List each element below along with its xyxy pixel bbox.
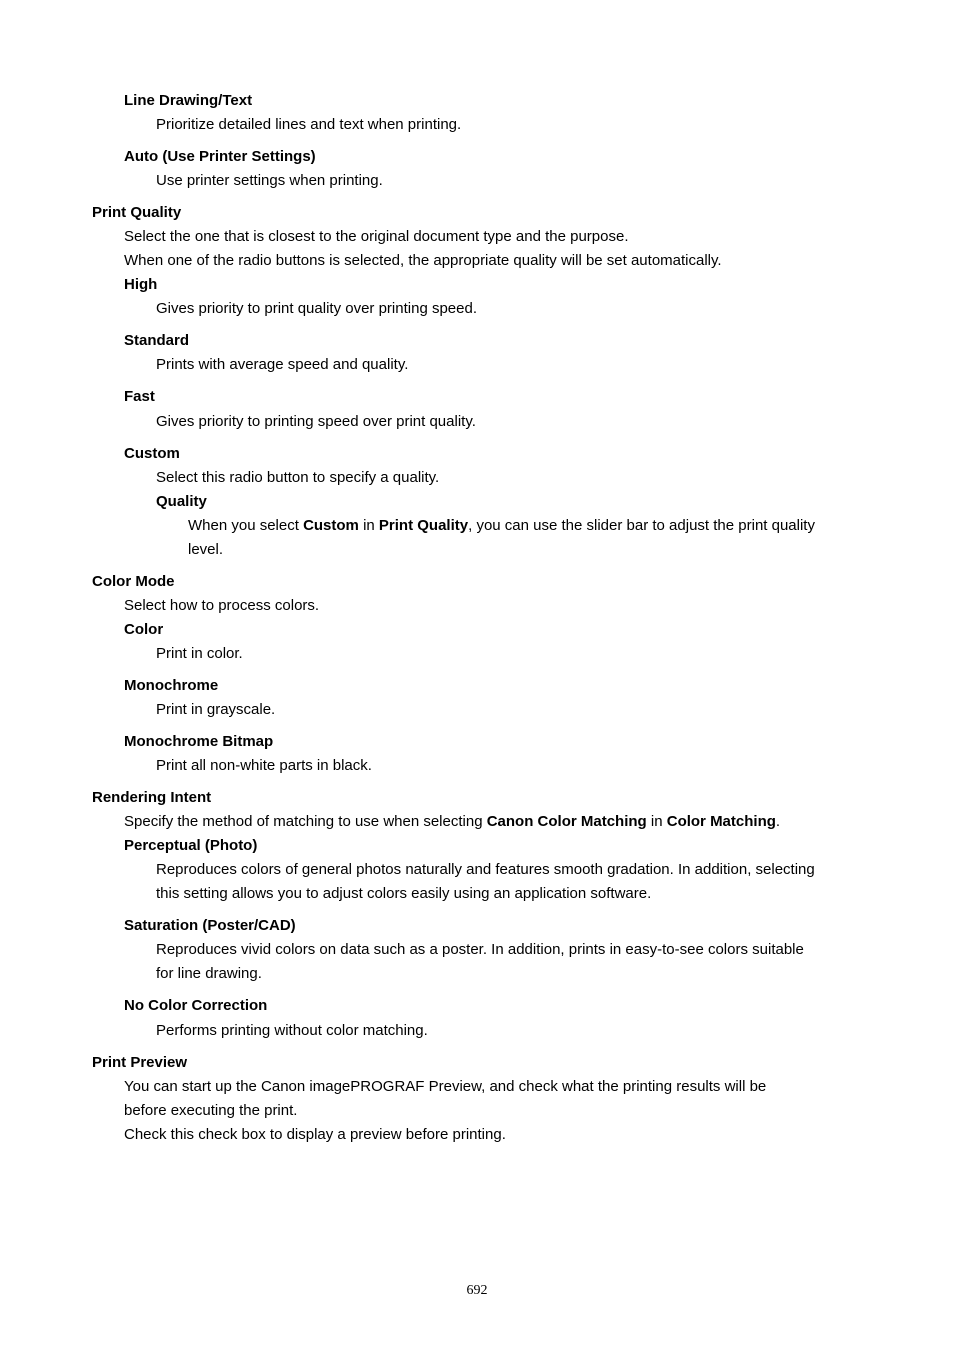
print-preview-desc-line-2: before executing the print. (124, 1102, 298, 1119)
quality-slider-desc-line-2: level. (188, 541, 224, 558)
custom-emphasis: Custom (303, 517, 359, 534)
saturation-desc-line-2: for line drawing. (156, 965, 262, 982)
rendering-intent-desc-mid: in (646, 813, 667, 830)
no-color-correction-term: No Color Correction (124, 997, 268, 1014)
rendering-intent-desc-pre: Specify the method of matching to use when selecting (124, 813, 487, 830)
perceptual-desc-line-2: this setting allows you to adjust colors easily using an application software. (156, 885, 652, 902)
color-matching-emphasis: Color Matching (666, 813, 776, 830)
rendering-intent-desc (124, 813, 780, 831)
canon-color-matching-emphasis: Canon Color Matching (486, 813, 647, 830)
line-drawing-desc: Prioritize detailed lines and text when printing. (156, 116, 462, 133)
quality-high-desc: Gives priority to print quality over printing speed. (156, 300, 477, 317)
quality-high-term: High (124, 276, 158, 293)
quality-standard-desc: Prints with average speed and quality. (156, 356, 409, 373)
print-quality-desc-2: When one of the radio buttons is selected, the appropriate quality will be set automatically. (124, 252, 722, 269)
color-term: Color (124, 621, 164, 638)
print-quality-desc-1: Select the one that is closest to the original document type and the purpose. (124, 228, 629, 245)
monochrome-term: Monochrome (124, 677, 219, 694)
quality-custom-desc: Select this radio button to specify a quality. (156, 469, 440, 486)
rendering-intent-desc-post: . (775, 813, 781, 830)
perceptual-term: Perceptual (Photo) (124, 837, 258, 854)
monochrome-bitmap-desc: Print all non-white parts in black. (156, 757, 372, 774)
print-preview-heading: Print Preview (92, 1054, 188, 1071)
quality-slider-desc-line-1 (188, 517, 815, 535)
page-number: 692 (466, 1283, 488, 1298)
color-desc: Print in color. (156, 645, 243, 662)
no-color-correction-desc: Performs printing without color matching. (156, 1022, 428, 1039)
perceptual-desc-line-1: Reproduces colors of general photos naturally and features smooth gradation. In addition, selecting (156, 861, 815, 878)
quality-standard-term: Standard (124, 332, 190, 349)
saturation-term: Saturation (Poster/CAD) (124, 917, 296, 934)
saturation-desc-line-1: Reproduces vivid colors on data such as a poster. In addition, prints in easy-to-see colors suitable (156, 941, 804, 958)
auto-printer-settings-term: Auto (Use Printer Settings) (124, 148, 316, 165)
rendering-intent-heading: Rendering Intent (92, 789, 212, 806)
color-mode-heading: Color Mode (92, 573, 175, 590)
color-mode-desc: Select how to process colors. (124, 597, 320, 614)
quality-slider-desc-pre: When you select (188, 517, 304, 534)
quality-fast-term: Fast (124, 388, 155, 405)
quality-slider-desc-mid: in (358, 517, 379, 534)
print-quality-emphasis: Print Quality (378, 517, 469, 534)
monochrome-bitmap-term: Monochrome Bitmap (124, 733, 274, 750)
quality-custom-term: Custom (124, 445, 180, 462)
print-preview-desc-line-3: Check this check box to display a preview before printing. (124, 1126, 506, 1143)
quality-slider-desc-post: , you can use the slider bar to adjust the print quality (468, 517, 815, 534)
print-preview-desc-line-1: You can start up the Canon imagePROGRAF Preview, and check what the printing results will be (124, 1078, 767, 1095)
monochrome-desc: Print in grayscale. (156, 701, 276, 718)
quality-slider-term: Quality (156, 493, 207, 510)
line-drawing-term: Line Drawing/Text (124, 92, 253, 109)
quality-fast-desc: Gives priority to printing speed over print quality. (156, 413, 476, 430)
print-quality-heading: Print Quality (92, 204, 182, 221)
auto-printer-settings-desc: Use printer settings when printing. (156, 172, 383, 189)
